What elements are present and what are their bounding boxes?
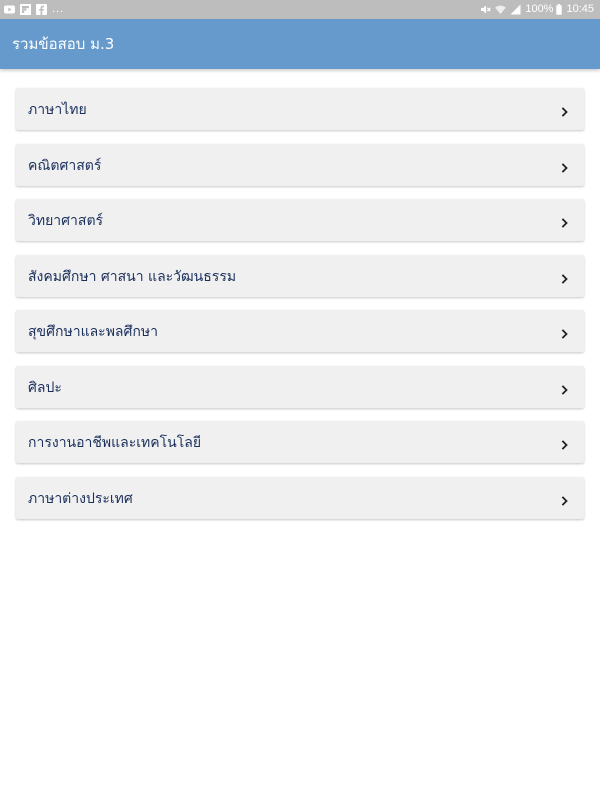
- clock: 10:45: [566, 3, 594, 15]
- subject-list-item[interactable]: [16, 88, 584, 130]
- battery-icon: [556, 4, 562, 15]
- more-notifications: ...: [52, 3, 65, 15]
- chevron-right-icon: [559, 103, 571, 115]
- chevron-right-icon: [559, 492, 571, 504]
- subject-list-item[interactable]: [16, 366, 584, 408]
- status-bar: [0, 0, 600, 19]
- subject-list-item[interactable]: [16, 310, 584, 352]
- wifi-icon: [495, 4, 506, 15]
- subject-label: ศิลปะ: [28, 379, 62, 396]
- chevron-right-icon: [559, 381, 571, 393]
- subject-label: ภาษาไทย: [28, 102, 87, 118]
- battery-percent: 100%: [525, 3, 554, 15]
- mute-icon: [480, 4, 491, 15]
- chevron-right-icon: [559, 436, 571, 448]
- notification-icons: [4, 3, 64, 16]
- subject-list-item[interactable]: [16, 421, 584, 463]
- subject-label: การงานอาชีพและเทคโนโลยี: [28, 435, 202, 451]
- subject-list-item[interactable]: [16, 477, 584, 519]
- subject-label: วิทยาศาสตร์: [28, 213, 104, 229]
- subject-label: คณิตศาสตร์: [28, 157, 102, 174]
- youtube-icon: [4, 4, 15, 15]
- system-icons: [480, 3, 594, 16]
- subject-list-item[interactable]: [16, 255, 584, 297]
- facebook-icon: [36, 4, 47, 15]
- chevron-right-icon: [559, 159, 571, 171]
- subject-label: ภาษาต่างประเทศ: [28, 490, 133, 507]
- subject-list-item[interactable]: [16, 199, 584, 241]
- subject-list: [16, 88, 584, 532]
- app-title: รวมข้อสอบ ม.3: [12, 35, 115, 53]
- app-bar: [0, 19, 600, 69]
- subject-label: สังคมศึกษา ศาสนา และวัฒนธรรม: [28, 268, 237, 285]
- signal-icon: [510, 4, 521, 15]
- subject-list-item[interactable]: [16, 144, 584, 186]
- flipboard-icon: [20, 4, 31, 15]
- chevron-right-icon: [559, 270, 571, 282]
- chevron-right-icon: [559, 214, 571, 226]
- chevron-right-icon: [559, 325, 571, 337]
- subject-label: สุขศึกษาและพลศึกษา: [28, 324, 158, 340]
